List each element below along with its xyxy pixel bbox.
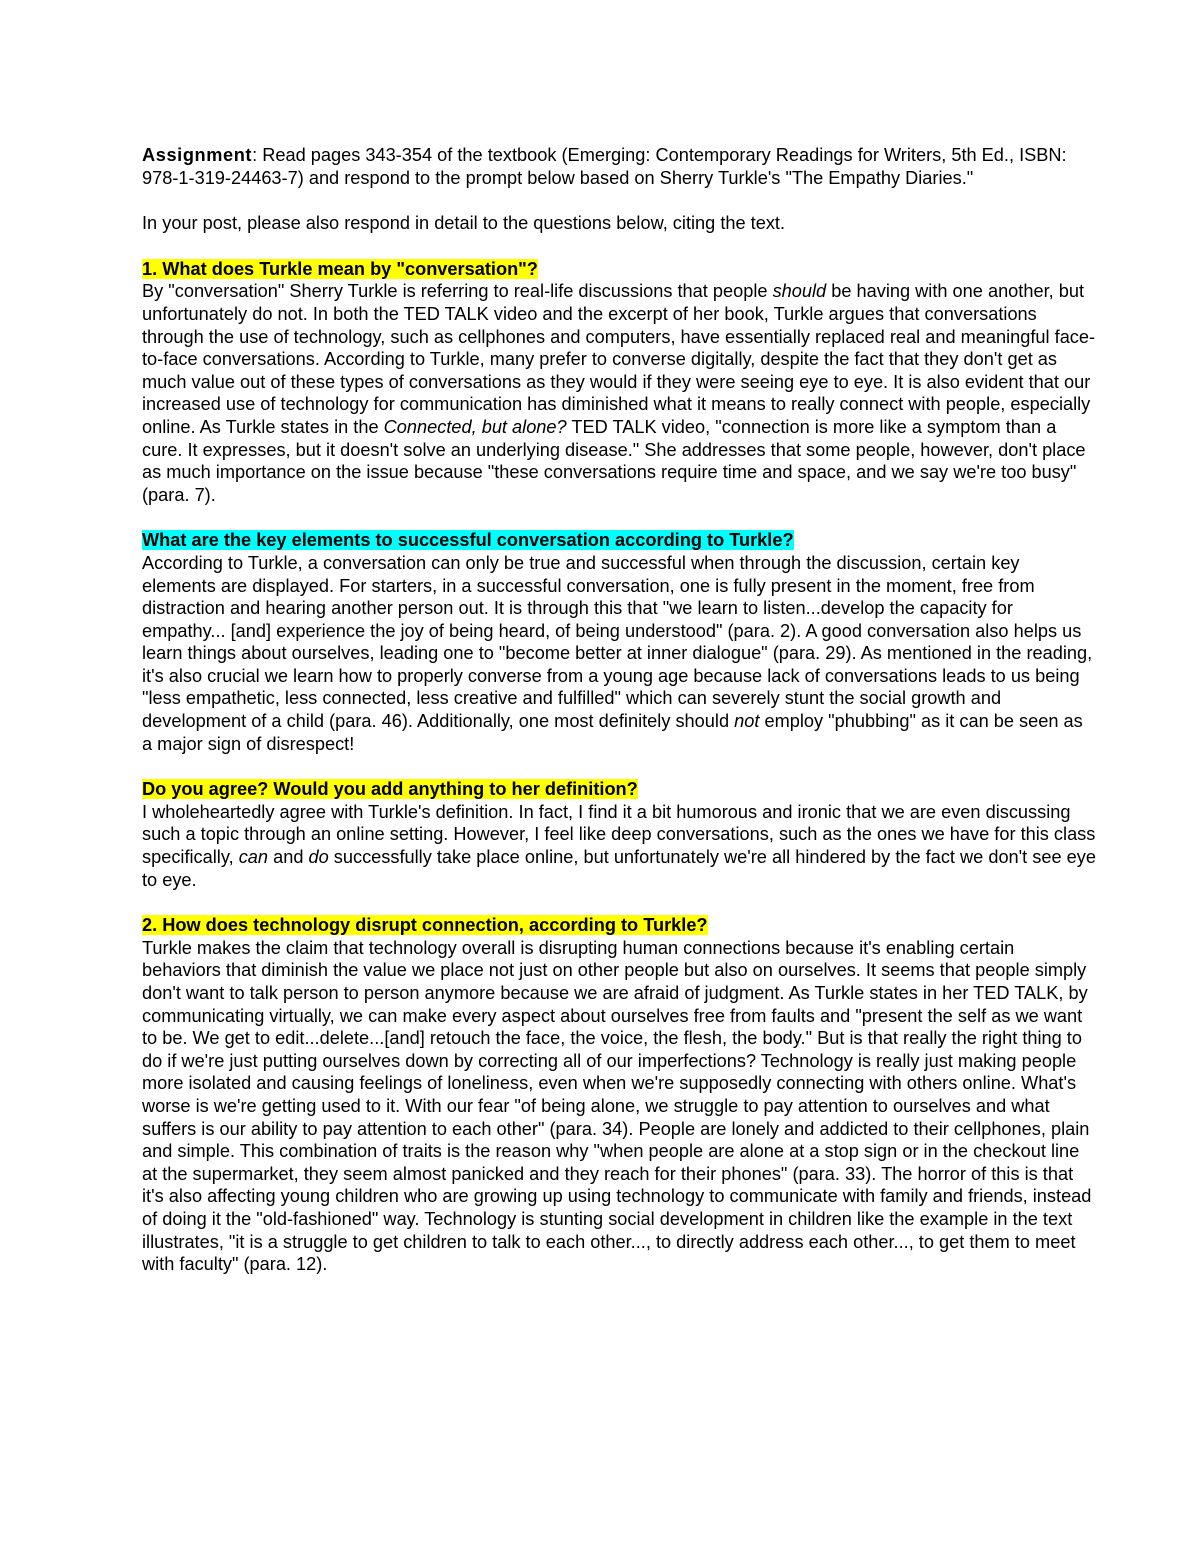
answer-key-elements-emphasis: not: [734, 711, 760, 732]
instruction-paragraph: In your post, please also respond in detail to the questions below, citing the text.: [142, 213, 786, 234]
question-2-heading: [142, 914, 1097, 937]
answer-agree-emphasis-a: can: [238, 847, 269, 868]
question-1-heading: [142, 258, 1097, 281]
answer-key-elements-text-a: According to Turkle, a conversation can only be true and successful when through the discussion, certain key elements are displayed. For starters, in a successful conversation, one is fully present in the moment, free from distraction and hearing another person out. It is through this that "we learn to listen...develop the capacity for empathy... [and] experience the joy of being heard, of being understood" (para. 2). A good conversation also helps us learn things about ourselves, leading one to "become better at inner dialogue" (para. 29). As mentioned in the reading, it's also crucial we learn how to properly converse from a young age because lack of conversations leads to us being "less empathetic, less connected, less creative and fulfilled" which can severely stunt the social growth and development of a child (para. 46). Additionally, one most definitely should: [142, 552, 1093, 732]
question-key-elements-heading: [142, 529, 1097, 552]
answer-1-paragraph: [142, 280, 1097, 506]
assignment-paragraph: [142, 144, 1097, 189]
answer-key-elements-text-b: employ "phubbing" as it can be seen as a major sign of disrespect!: [142, 711, 1083, 754]
question-agree-heading: [142, 778, 1097, 801]
answer-agree-text-c: successfully take place online, but unfortunately we're all hindered by the fact we don't see eye to eye.: [142, 847, 1096, 890]
answer-agree-text-a: I wholeheartedly agree with Turkle's definition. In fact, I find it a bit humorous and ironic that we are even discussing such a topic through an online setting. However, I feel like deep conversations, such as the ones we have for this class specifically,: [142, 801, 1096, 868]
question-1-text: 1. What does Turkle mean by "conversation"?: [142, 258, 538, 279]
answer-agree-paragraph: [142, 801, 1097, 891]
answer-1-text-a: By "conversation" Sherry Turkle is referring to real-life discussions that people: [142, 281, 773, 302]
assignment-label: Assignment: [142, 145, 253, 165]
answer-key-elements-paragraph: [142, 552, 1097, 755]
answer-2-paragraph: Turkle makes the claim that technology overall is disrupting human connections because it's enabling certain behaviors that diminish the value we place not just on other people but also on ourselves. It seems that people simply don't want to talk person to person anymore because we are afraid of judgment. As Turkle states in her TED TALK, by communicating virtually, we can make every aspect about ourselves free from faults and "present the self as we want to be. We get to edit...delete...[and] retouch the face, the voice, the flesh, the body." But is that really the right thing to do if we're just putting ourselves down by correcting all of our imperfections? Technology is really just making people more isolated and causing feelings of loneliness, even when we're supposedly connecting with others online. What's worse is we're getting used to it. With our fear "of being alone, we struggle to pay attention to ourselves and what suffers is our ability to pay attention to each other" (para. 34). People are lonely and addicted to their cellphones, plain and simple. This combination of traits is the reason why "when people are alone at a stop sign or in the checkout line at the supermarket, they seem almost panicked and they reach for their phones" (para. 33). The horror of this is that it's also affecting young children who are growing up using technology to communicate with family and friends, instead of doing it the "old-fashioned" way. Technology is stunting social development in children like the example in the text illustrates, "it is a struggle to get children to talk to each other..., to directly address each other..., to get them to meet with faculty" (para. 12).: [142, 937, 1092, 1275]
assignment-text: : Read pages 343-354 of the textbook (Emerging: Contemporary Readings for Writers, 5th Ed., ISBN: 978-1-319-24463-7) and respond to the prompt below based on Sherry Turkle's "The Empathy Diaries.": [142, 145, 1067, 188]
answer-1-text-c: TED TALK video, "connection is more like a symptom than a cure. It expresses, but it doesn't solve an underlying disease." She addresses that some people, however, don't place as much importance on the issue because "these conversations require time and space, and we say we're too busy" (para. 7).: [142, 416, 1086, 505]
answer-agree-text-b: and: [268, 847, 309, 868]
answer-1-text-b: be having with one another, but unfortunately do not. In both the TED TALK video and the excerpt of her book, Turkle argues that conversations through the use of technology, such as cellphones and computers, have essentially replaced real and meaningful face-to-face conversations. According to Turkle, many prefer to converse digitally, despite the fact that they don't get as much value out of these types of conversations as they would if they were seeing eye to eye. It is also evident that our increased use of technology for communication has diminished what it means to really connect with people, especially online. As Turkle states in the: [142, 281, 1096, 437]
question-key-elements-text: What are the key elements to successful conversation according to Turkle?: [142, 530, 794, 551]
answer-1-emphasis-a: should: [772, 281, 827, 302]
question-agree-text: Do you agree? Would you add anything to her definition?: [142, 779, 638, 800]
answer-agree-emphasis-b: do: [308, 847, 329, 868]
question-2-text: 2. How does technology disrupt connection, according to Turkle?: [142, 915, 708, 936]
document-page: [142, 144, 1097, 1276]
answer-1-emphasis-b: Connected, but alone?: [383, 416, 567, 437]
